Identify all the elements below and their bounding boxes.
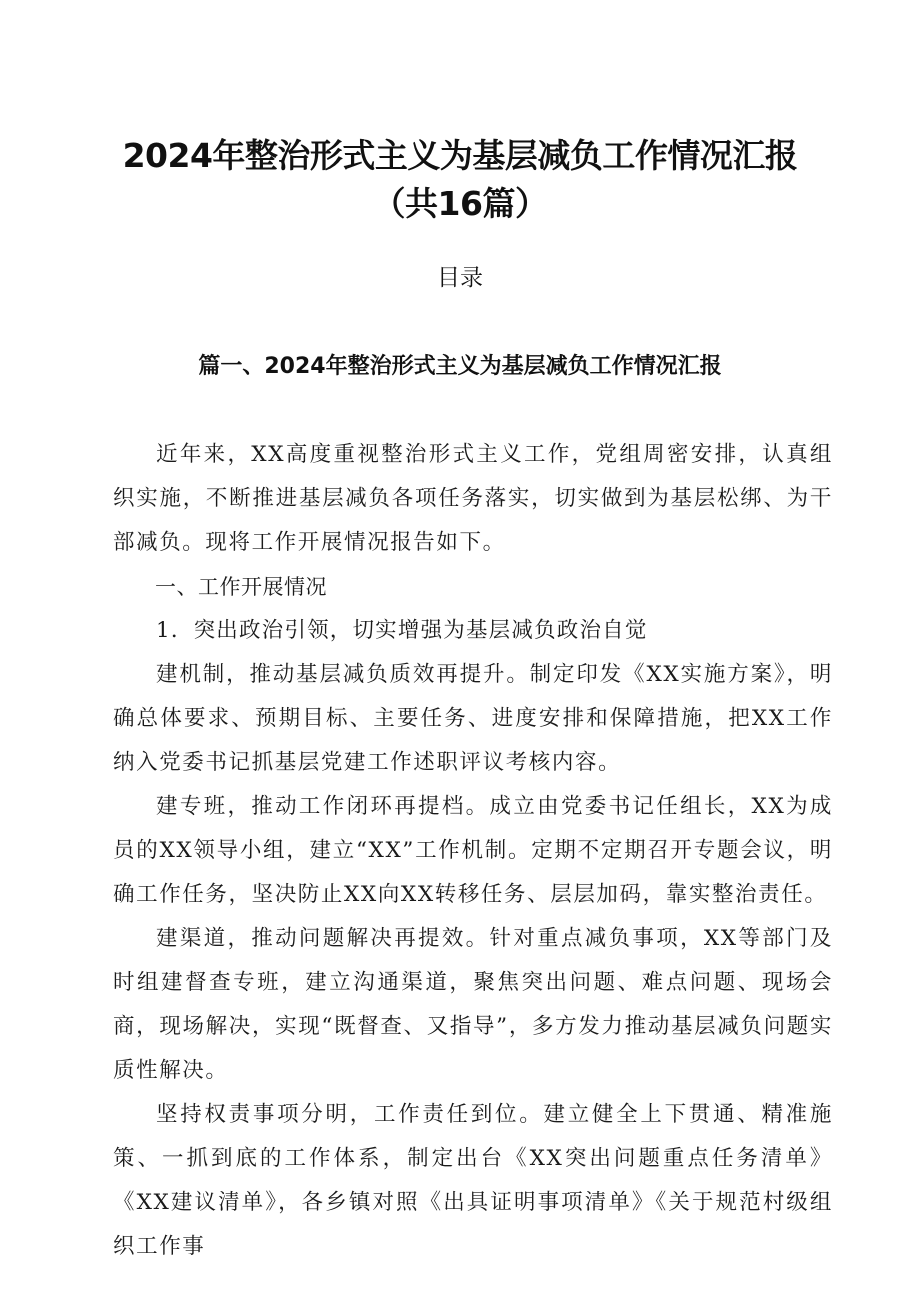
paragraph: 建机制，推动基层减负质效再提升。制定印发《XX实施方案》，明确总体要求、预期目标、主要任务、进度安排和保障措施，把XX工作纳入党委书记抓基层党建工作述职评议考核内容。 xyxy=(113,662,833,775)
toc-item: 篇一、2024年整治形式主义为基层减负工作情况汇报 xyxy=(198,354,722,379)
document-title: 2024年整治形式主义为基层减负工作情况汇报 xyxy=(122,136,798,175)
intro-paragraph: 近年来，XX高度重视整治形式主义工作，党组周密安排，认真组织实施，不断推进基层减负各项任务落实，切实做到为基层松绑、为干部减负。现将工作开展情况报告如下。 xyxy=(113,442,833,555)
subsection-heading: 1．突出政治引领，切实增强为基层减负政治自觉 xyxy=(156,618,648,643)
document-title-count: （共16篇） xyxy=(372,184,548,223)
document-body xyxy=(113,433,833,1269)
toc-heading: 目录 xyxy=(437,265,483,291)
paragraph: 坚持权责事项分明，工作责任到位。建立健全上下贯通、精准施策、一抓到底的工作体系，制定出台《XX突出问题重点任务清单》《XX建议清单》，各乡镇对照《出具证明事项清单》《关于规范村级组织工作事 xyxy=(113,1102,833,1259)
paragraph: 建专班，推动工作闭环再提档。成立由党委书记任组长，XX为成员的XX领导小组，建立“XX”工作机制。定期不定期召开专题会议，明确工作任务，坚决防止XX向XX转移任务、层层加码，靠实整治责任。 xyxy=(113,794,833,907)
paragraph: 建渠道，推动问题解决再提效。针对重点减负事项，XX等部门及时组建督查专班，建立沟通渠道，聚焦突出问题、难点问题、现场会商，现场解决，实现“既督查、又指导”，多方发力推动基层减负问题实质性解决。 xyxy=(113,926,833,1083)
section-heading: 一、工作开展情况 xyxy=(155,575,327,599)
